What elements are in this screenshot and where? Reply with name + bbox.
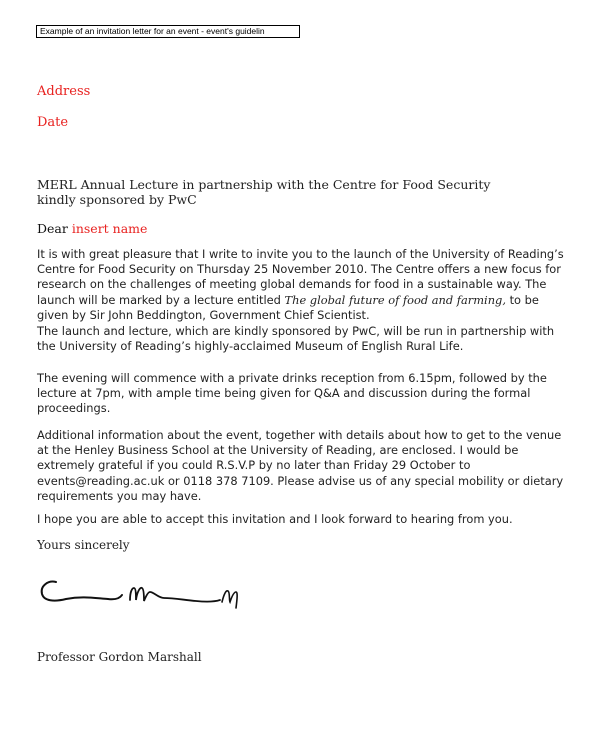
paragraph-launch — [37, 247, 567, 323]
paragraph-additional-info: Additional information about the event, together with details about how to get to the venue at the Henley Business School at the University of Reading, are enclosed. I would be extremely grateful if you could R.S.V.P by no later than Friday 29 October to events@reading.ac.uk or 0118 378 7109. Please advise us of any special mobility or dietary requirements you may have. — [37, 428, 564, 503]
address-placeholder: Address — [37, 84, 91, 99]
paragraph-closing-remark: I hope you are able to accept this invitation and I look forward to hearing from you. — [37, 512, 513, 526]
paragraph-launch-text: It is with great pleasure that I write to invite you to the launch of the University of Reading’s Centre for Food Security on Thursday 25 November 2010. The Centre offers a new focus for research on the challenges of meeting global demands for food in a sustainable way. The launch will be marked by a lecture entitled — [37, 247, 564, 307]
paragraph-launch-tail: to be given by Sir John Beddington, Government Chief Scientist. — [37, 292, 539, 322]
salutation — [37, 221, 147, 236]
salutation-prefix: Dear — [37, 221, 68, 236]
handwritten-signature — [34, 570, 244, 618]
closing-phrase: Yours sincerely — [37, 538, 130, 552]
signatory-name: Professor Gordon Marshall — [37, 650, 202, 664]
date-placeholder: Date — [37, 115, 69, 130]
paragraph-evening: The evening will commence with a private drinks reception from 6.15pm, followed by the lecture at 7pm, with ample time being given for Q&A and discussion during the formal proceedings. — [37, 371, 547, 416]
paragraph-sponsorship: The launch and lecture, which are kindly sponsored by PwC, will be run in partnership with the University of Reading’s highly-acclaimed Museum of English Rural Life. — [37, 324, 555, 354]
caption-box: Example of an invitation letter for an event - event's guidelin — [36, 25, 300, 38]
letter-subject — [37, 177, 490, 207]
subject-line-1: MERL Annual Lecture in partnership with the Centre for Food Security — [37, 177, 491, 192]
recipient-name-placeholder: insert name — [71, 221, 148, 236]
subject-line-2: kindly sponsored by PwC — [37, 192, 197, 207]
lecture-title: The global future of food and farming, — [284, 292, 506, 307]
